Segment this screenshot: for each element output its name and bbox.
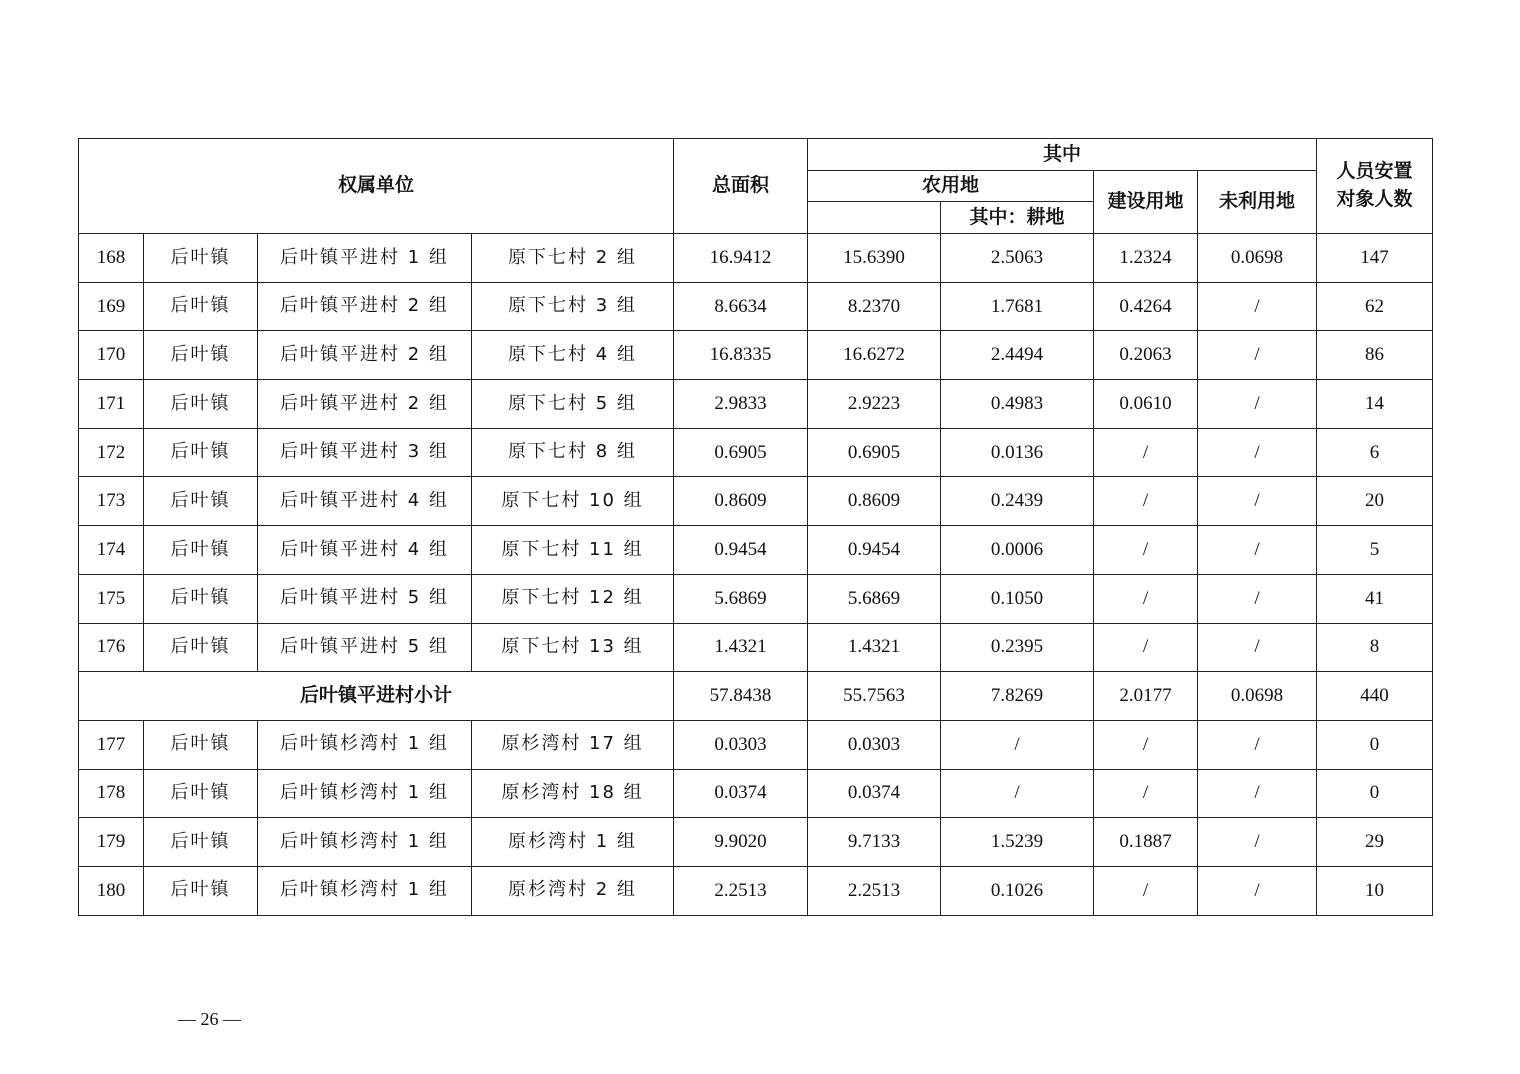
cell-resettlement-count: 41 [1317,574,1433,623]
cell-resettlement-count: 0 [1317,769,1433,818]
table-row [79,331,1433,380]
cell-construction-land: 1.2324 [1094,234,1198,283]
cell-agricultural-land: 55.7563 [808,672,941,721]
cell-unused-land: / [1198,623,1317,672]
cell-agricultural-land: 8.2370 [808,282,941,331]
cell-cultivated-land: / [941,769,1094,818]
table-row [79,234,1433,283]
cell-agricultural-land: 0.8609 [808,477,941,526]
cell-construction-land: 0.4264 [1094,282,1198,331]
cell-town: 后叶镇 [144,769,258,818]
cell-total-area: 1.4321 [674,623,808,672]
cell-original-group: 原下七村 3 组 [472,282,674,331]
cell-original-group: 原杉湾村 1 组 [472,818,674,867]
cell-construction-land: / [1094,769,1198,818]
cell-village-group: 后叶镇杉湾村 1 组 [258,818,472,867]
cell-resettlement-count: 147 [1317,234,1433,283]
cell-cultivated-land: 0.0136 [941,428,1094,477]
cell-agricultural-land: 0.9454 [808,526,941,575]
cell-village-group: 后叶镇平进村 4 组 [258,477,472,526]
cell-total-area: 2.9833 [674,380,808,429]
cell-serial-no: 178 [79,769,144,818]
cell-village-group: 后叶镇杉湾村 1 组 [258,720,472,769]
cell-town: 后叶镇 [144,234,258,283]
cell-cultivated-land: 2.5063 [941,234,1094,283]
header-agricultural-land: 农用地 [808,171,1094,202]
cell-agricultural-land: 0.0303 [808,720,941,769]
header-owner-unit: 权属单位 [79,139,674,234]
cell-resettlement-count: 10 [1317,866,1433,915]
cell-village-group: 后叶镇平进村 2 组 [258,331,472,380]
cell-serial-no: 177 [79,720,144,769]
header-cultivated-land: 其中：耕地 [941,202,1094,234]
cell-unused-land: / [1198,720,1317,769]
cell-total-area: 16.9412 [674,234,808,283]
cell-original-group: 原下七村 5 组 [472,380,674,429]
cell-village-group: 后叶镇杉湾村 1 组 [258,866,472,915]
cell-construction-land: 0.2063 [1094,331,1198,380]
cell-original-group: 原下七村 13 组 [472,623,674,672]
cell-town: 后叶镇 [144,818,258,867]
cell-serial-no: 169 [79,282,144,331]
cell-village-group: 后叶镇平进村 2 组 [258,380,472,429]
table-row [79,526,1433,575]
header-resettlement-count [1317,139,1433,234]
cell-cultivated-land: 1.7681 [941,282,1094,331]
cell-unused-land: / [1198,526,1317,575]
cell-resettlement-count: 20 [1317,477,1433,526]
cell-unused-land: 0.0698 [1198,672,1317,721]
table-row [79,428,1433,477]
cell-unused-land: / [1198,818,1317,867]
cell-serial-no: 171 [79,380,144,429]
cell-resettlement-count: 14 [1317,380,1433,429]
cell-town: 后叶镇 [144,866,258,915]
cell-construction-land: 0.0610 [1094,380,1198,429]
cell-construction-land: / [1094,428,1198,477]
cell-original-group: 原杉湾村 2 组 [472,866,674,915]
cell-total-area: 0.9454 [674,526,808,575]
cell-total-area: 57.8438 [674,672,808,721]
cell-total-area: 0.6905 [674,428,808,477]
cell-serial-no: 172 [79,428,144,477]
cell-construction-land: / [1094,477,1198,526]
header-unused-land: 未利用地 [1198,171,1317,234]
cell-town: 后叶镇 [144,526,258,575]
cell-town: 后叶镇 [144,477,258,526]
cell-original-group: 原下七村 4 组 [472,331,674,380]
cell-village-group: 后叶镇平进村 2 组 [258,282,472,331]
table-row [79,574,1433,623]
cell-unused-land: / [1198,477,1317,526]
cell-cultivated-land: 0.1050 [941,574,1094,623]
table-row [79,818,1433,867]
cell-agricultural-land: 15.6390 [808,234,941,283]
cell-serial-no: 174 [79,526,144,575]
cell-total-area: 8.6634 [674,282,808,331]
table-row [79,623,1433,672]
page-number: — 26 — [178,1009,241,1029]
cell-town: 后叶镇 [144,623,258,672]
subtotal-row [79,672,1433,721]
cell-agricultural-land: 5.6869 [808,574,941,623]
cell-town: 后叶镇 [144,331,258,380]
cell-total-area: 5.6869 [674,574,808,623]
header-of-which: 其中 [808,139,1317,171]
cell-unused-land: / [1198,428,1317,477]
cell-construction-land: / [1094,866,1198,915]
cell-unused-land: / [1198,769,1317,818]
cell-total-area: 0.0303 [674,720,808,769]
header-construction-land: 建设用地 [1094,171,1198,234]
cell-resettlement-count: 29 [1317,818,1433,867]
cell-agricultural-land: 0.0374 [808,769,941,818]
table-row [79,380,1433,429]
cell-serial-no: 168 [79,234,144,283]
cell-construction-land: 2.0177 [1094,672,1198,721]
cell-unused-land: / [1198,282,1317,331]
cell-cultivated-land: 2.4494 [941,331,1094,380]
land-table [78,138,1433,916]
cell-village-group: 后叶镇杉湾村 1 组 [258,769,472,818]
cell-construction-land: 0.1887 [1094,818,1198,867]
cell-resettlement-count: 62 [1317,282,1433,331]
cell-town: 后叶镇 [144,282,258,331]
cell-agricultural-land: 2.9223 [808,380,941,429]
cell-original-group: 原杉湾村 18 组 [472,769,674,818]
cell-town: 后叶镇 [144,720,258,769]
cell-total-area: 2.2513 [674,866,808,915]
header-resettlement-line1: 人员安置 [1336,160,1413,183]
cell-original-group: 原下七村 10 组 [472,477,674,526]
subtotal-label: 后叶镇平进村小计 [79,672,674,721]
header-row-1 [79,139,1433,171]
header-resettlement-line2: 对象人数 [1336,188,1413,210]
cell-agricultural-land: 0.6905 [808,428,941,477]
cell-agricultural-land: 9.7133 [808,818,941,867]
cell-town: 后叶镇 [144,380,258,429]
cell-serial-no: 180 [79,866,144,915]
cell-resettlement-count: 8 [1317,623,1433,672]
cell-construction-land: / [1094,623,1198,672]
table-row [79,866,1433,915]
cell-cultivated-land: 0.2395 [941,623,1094,672]
cell-original-group: 原下七村 8 组 [472,428,674,477]
cell-original-group: 原杉湾村 17 组 [472,720,674,769]
cell-cultivated-land: 0.2439 [941,477,1094,526]
cell-town: 后叶镇 [144,574,258,623]
cell-construction-land: / [1094,574,1198,623]
cell-village-group: 后叶镇平进村 1 组 [258,234,472,283]
table-row [79,282,1433,331]
cell-cultivated-land: 0.1026 [941,866,1094,915]
cell-resettlement-count: 5 [1317,526,1433,575]
cell-resettlement-count: 6 [1317,428,1433,477]
cell-construction-land: / [1094,720,1198,769]
cell-total-area: 9.9020 [674,818,808,867]
cell-unused-land: 0.0698 [1198,234,1317,283]
cell-unused-land: / [1198,331,1317,380]
cell-cultivated-land: 1.5239 [941,818,1094,867]
cell-village-group: 后叶镇平进村 4 组 [258,526,472,575]
cell-agricultural-land: 16.6272 [808,331,941,380]
cell-serial-no: 173 [79,477,144,526]
header-total-area: 总面积 [674,139,808,234]
cell-total-area: 0.0374 [674,769,808,818]
cell-serial-no: 170 [79,331,144,380]
cell-unused-land: / [1198,574,1317,623]
cell-total-area: 16.8335 [674,331,808,380]
cell-town: 后叶镇 [144,428,258,477]
cell-original-group: 原下七村 2 组 [472,234,674,283]
table-row [79,769,1433,818]
table-row [79,477,1433,526]
cell-cultivated-land: 0.4983 [941,380,1094,429]
cell-resettlement-count: 86 [1317,331,1433,380]
cell-serial-no: 175 [79,574,144,623]
cell-agricultural-land: 2.2513 [808,866,941,915]
cell-unused-land: / [1198,866,1317,915]
cell-agricultural-land: 1.4321 [808,623,941,672]
cell-cultivated-land: / [941,720,1094,769]
cell-cultivated-land: 7.8269 [941,672,1094,721]
cell-total-area: 0.8609 [674,477,808,526]
cell-original-group: 原下七村 11 组 [472,526,674,575]
cell-resettlement-count: 440 [1317,672,1433,721]
cell-original-group: 原下七村 12 组 [472,574,674,623]
cell-village-group: 后叶镇平进村 5 组 [258,623,472,672]
table-row [79,720,1433,769]
cell-village-group: 后叶镇平进村 3 组 [258,428,472,477]
cell-serial-no: 176 [79,623,144,672]
cell-resettlement-count: 0 [1317,720,1433,769]
cell-cultivated-land: 0.0006 [941,526,1094,575]
cell-construction-land: / [1094,526,1198,575]
cell-village-group: 后叶镇平进村 5 组 [258,574,472,623]
cell-unused-land: / [1198,380,1317,429]
cell-serial-no: 179 [79,818,144,867]
header-agricultural-blank [808,202,941,234]
